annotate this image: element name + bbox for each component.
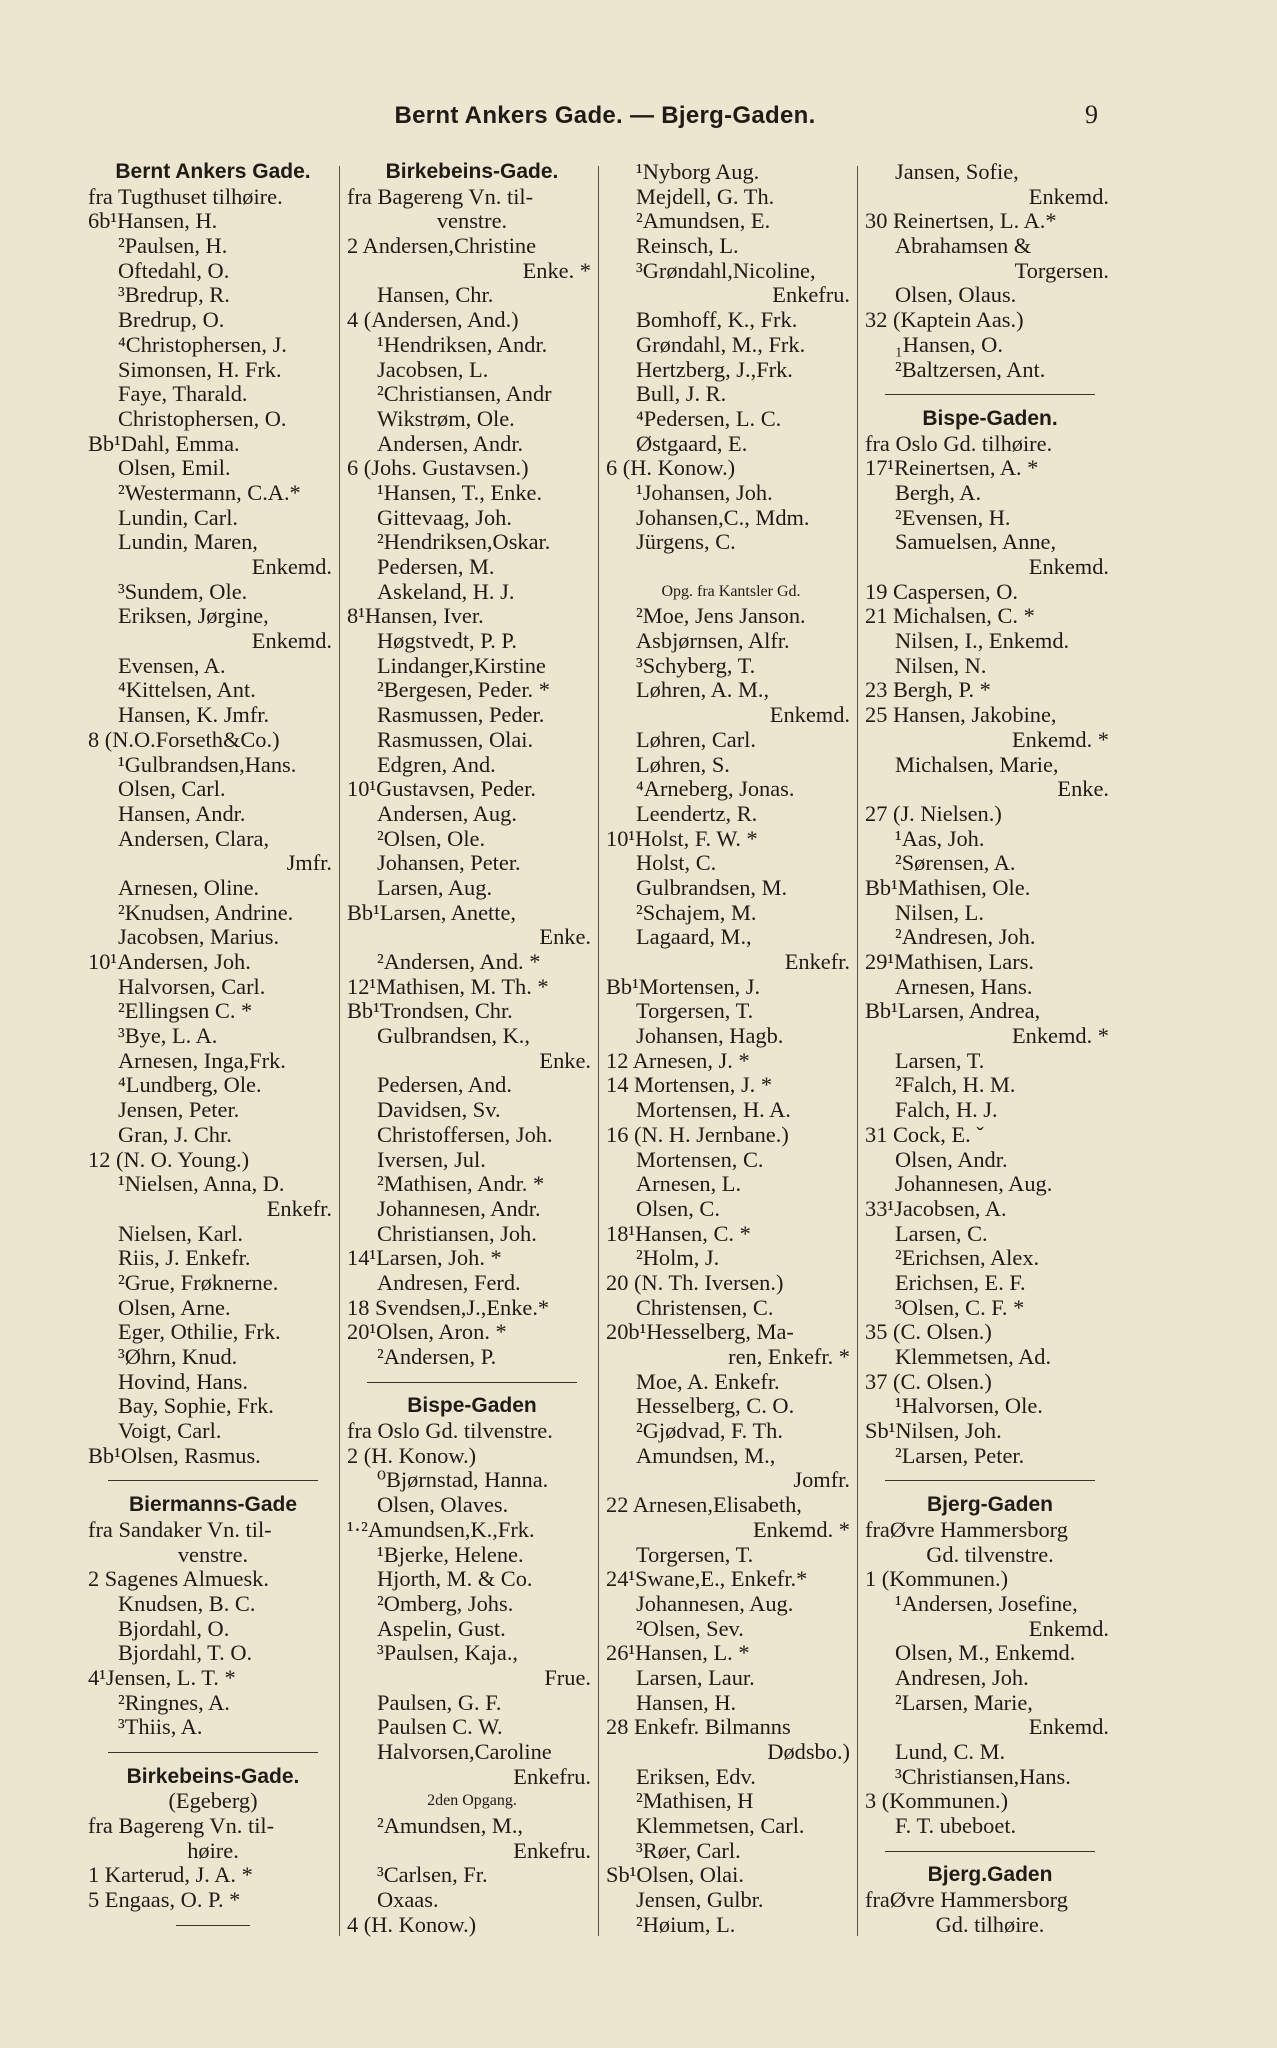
column-3 — [606, 160, 856, 1938]
directory-entry: 6b¹Hansen, H. — [88, 209, 218, 234]
directory-entry: Andersen, Andr. — [377, 431, 524, 456]
directory-entry: Enkefru. — [513, 1838, 591, 1863]
directory-entry: Jomfr. — [793, 1468, 850, 1493]
directory-entry: 20¹Olsen, Aron. * — [347, 1320, 507, 1345]
directory-entry: 21 Michalsen, C. * — [865, 604, 1035, 629]
directory-entry: fra Oslo Gd. tilhøire. — [865, 431, 1053, 456]
directory-entry: 14¹Larsen, Joh. * — [347, 1246, 502, 1271]
directory-entry: Bull, J. R. — [636, 382, 727, 407]
directory-entry: 8¹Hansen, Iver. — [347, 604, 484, 629]
directory-entry: Evensen, A. — [118, 653, 226, 678]
directory-entry: Gulbrandsen, K., — [377, 1024, 530, 1049]
directory-entry: Knudsen, B. C. — [118, 1591, 256, 1616]
directory-entry: fra Bagereng Vn. til- — [347, 184, 534, 209]
directory-entry: Jacobsen, Marius. — [118, 925, 280, 950]
page-title: Bernt Ankers Gade. — Bjerg-Gaden. — [394, 102, 816, 129]
directory-entry: ²Andersen, P. — [377, 1345, 497, 1369]
directory-entry: ¹Nyborg Aug. — [636, 160, 760, 184]
directory-entry: Torgersen. — [1014, 258, 1109, 283]
section-rule — [865, 382, 1115, 407]
directory-entry: fra Oslo Gd. tilvenstre. — [347, 1419, 553, 1444]
directory-entry: 19 Caspersen, O. — [865, 579, 1018, 604]
directory-entry: ³Bye, L. A. — [118, 1024, 218, 1049]
directory-entry: ²Amundsen, M., — [377, 1814, 524, 1839]
directory-entry: 35 (C. Olsen.) — [865, 1320, 992, 1345]
directory-entry: Riis, J. Enkefr. — [118, 1246, 251, 1271]
directory-entry: Arnesen, L. — [636, 1172, 742, 1197]
directory-entry: Høgstvedt, P. P. — [377, 629, 517, 654]
directory-entry: Christoffersen, Joh. — [377, 1122, 553, 1147]
directory-entry: Aspelin, Gust. — [377, 1616, 506, 1641]
directory-entry: ¹Halvorsen, Ole. — [895, 1394, 1043, 1419]
directory-entry: Olsen, Emil. — [118, 456, 231, 481]
directory-entry: ²Andresen, Joh. — [895, 925, 1036, 950]
directory-entry: 6 (Johs. Gustavsen.) — [347, 456, 529, 481]
directory-entry: Andresen, Joh. — [895, 1665, 1029, 1690]
directory-entry: ²Baltzersen, Ant. — [895, 357, 1046, 382]
directory-entry: Olsen, Olaves. — [377, 1493, 509, 1518]
column-4 — [865, 160, 1115, 1938]
directory-entry: Jensen, Gulbr. — [636, 1888, 764, 1913]
directory-entry: Arnesen, Hans. — [895, 974, 1033, 999]
directory-entry: Mejdell, G. Th. — [636, 184, 775, 209]
directory-entry: Frue. — [544, 1665, 591, 1690]
directory-entry: ²Sørensen, A. — [895, 851, 1016, 876]
directory-entry: Olsen, Olaus. — [895, 283, 1017, 308]
directory-entry: fra Tugthuset tilhøire. — [88, 184, 283, 209]
directory-entry: 20b¹Hesselberg, Ma- — [606, 1320, 794, 1345]
street-heading: Bjerg-Gaden — [926, 1493, 1054, 1517]
directory-entry: Hansen, H. — [636, 1690, 737, 1715]
directory-entry: Løhren, S. — [636, 752, 730, 777]
directory-entry: 12 (N. O. Young.) — [88, 1147, 250, 1172]
directory-entry: 32 (Kaptein Aas.) — [865, 308, 1024, 333]
directory-entry: 27 (J. Nielsen.) — [865, 801, 1002, 826]
directory-entry: ¹Nielsen, Anna, D. — [118, 1172, 285, 1197]
directory-entry: ¹Bjerke, Helene. — [377, 1542, 524, 1567]
directory-entry: Rasmussen, Peder. — [377, 703, 545, 728]
directory-entry: Paulsen C. W. — [377, 1715, 503, 1740]
directory-entry: 18¹Hansen, C. * — [606, 1221, 751, 1246]
directory-entry: Enkemd. * — [1011, 727, 1109, 752]
directory-entry: Larsen, C. — [895, 1221, 988, 1246]
directory-entry: Sb¹Nilsen, Joh. — [865, 1419, 1002, 1444]
directory-entry: ₁Hansen, O. — [895, 332, 1003, 357]
directory-entry: Hansen, K. Jmfr. — [118, 703, 270, 728]
directory-entry: Asbjørnsen, Alfr. — [636, 629, 790, 654]
directory-entry: ren, Enkefr. * — [728, 1345, 850, 1369]
directory-entry: Leendertz, R. — [636, 801, 758, 826]
directory-entry: F. T. ubeboet. — [895, 1814, 1017, 1839]
directory-entry: Enke. — [539, 1048, 591, 1073]
directory-entry: Halvorsen, Carl. — [118, 974, 266, 999]
directory-entry: høire. — [187, 1838, 239, 1863]
directory-entry: 4¹Jensen, L. T. * — [88, 1665, 236, 1690]
directory-entry: (Egeberg) — [168, 1789, 258, 1814]
page-header — [0, 96, 1277, 142]
directory-entry: venstre. — [436, 209, 508, 234]
directory-entry: Andersen, Aug. — [377, 801, 517, 826]
directory-entry: ⁴Lundberg, Ole. — [118, 1073, 262, 1098]
directory-entry: Klemmetsen, Ad. — [895, 1345, 1052, 1369]
directory-entry: Olsen, C. — [636, 1196, 720, 1221]
directory-entry: Bb¹Larsen, Andrea, — [865, 999, 1041, 1024]
directory-entry: Voigt, Carl. — [118, 1419, 222, 1444]
directory-entry: ²Andersen, And. * — [377, 950, 541, 974]
directory-entry: 22 Arnesen,Elisabeth, — [606, 1493, 802, 1518]
directory-entry: ²Larsen, Marie, — [895, 1690, 1033, 1715]
directory-entry: Bredrup, O. — [118, 308, 225, 333]
directory-entry: ³Øhrn, Knud. — [118, 1345, 238, 1369]
section-rule — [865, 1468, 1115, 1493]
directory-entry: Gd. tilvenstre. — [926, 1542, 1054, 1567]
directory-entry: ²Amundsen, E. — [636, 209, 771, 234]
directory-entry: 14 Mortensen, J. * — [606, 1073, 773, 1098]
directory-entry: Sb¹Olsen, Olai. — [606, 1863, 744, 1888]
directory-entry: Enkefru. — [772, 283, 850, 308]
directory-entry: Erichsen, E. F. — [895, 1270, 1026, 1295]
directory-entry: Enkemd. — [1028, 1616, 1109, 1641]
directory-entry: Jmfr. — [286, 851, 332, 876]
directory-entry: ²Schajem, M. — [636, 900, 757, 925]
directory-entry: 2 Sagenes Almuesk. — [88, 1567, 269, 1592]
directory-entry: Arnesen, Inga,Frk. — [118, 1048, 286, 1073]
directory-entry: Hansen, Chr. — [377, 283, 494, 308]
directory-entry: 2 (H. Konow.) — [347, 1443, 477, 1468]
directory-entry: Bjordahl, T. O. — [118, 1641, 253, 1666]
directory-entry: Lagaard, M., — [636, 925, 752, 950]
directory-entry: Klemmetsen, Carl. — [636, 1814, 805, 1839]
directory-entry: Eriksen, Jørgine, — [118, 604, 269, 629]
directory-entry: Christophersen, O. — [118, 406, 287, 431]
directory-entry: ¹Hansen, T., Enke. — [377, 480, 543, 505]
directory-entry: 25 Hansen, Jakobine, — [865, 703, 1057, 728]
directory-entry: 20 (N. Th. Iversen.) — [606, 1270, 784, 1295]
directory-entry: Bomhoff, K., Frk. — [636, 308, 798, 333]
directory-entry: Larsen, Aug. — [377, 875, 493, 900]
directory-entry: ²Bergesen, Peder. * — [377, 678, 550, 703]
directory-entry: ²Larsen, Peter. — [895, 1443, 1025, 1468]
directory-entry: Gittevaag, Joh. — [377, 505, 512, 530]
directory-entry: 37 (C. Olsen.) — [865, 1369, 992, 1394]
directory-entry: ⁴Christophersen, J. — [118, 332, 287, 357]
section-rule — [88, 1740, 338, 1765]
directory-entry: 4 (Andersen, And.) — [347, 308, 519, 333]
directory-entry: ²Paulsen, H. — [118, 234, 228, 259]
directory-entry: ¹Aas, Joh. — [895, 826, 985, 851]
directory-entry: Olsen, Carl. — [118, 777, 226, 802]
directory-entry: Pedersen, And. — [377, 1073, 512, 1098]
directory-entry: Halvorsen,Caroline — [377, 1740, 552, 1764]
directory-entry: ³Christiansen,Hans. — [895, 1764, 1071, 1789]
directory-entry: 12¹Mathisen, M. Th. * — [347, 974, 549, 999]
directory-entry: 28 Enkefr. Bilmanns — [606, 1715, 791, 1740]
directory-entry: Wikstrøm, Ole. — [377, 406, 515, 431]
directory-entry: Oftedahl, O. — [118, 258, 230, 283]
directory-entry: fraØvre Hammersborg — [865, 1517, 1068, 1542]
directory-entry: Enke. * — [522, 258, 591, 283]
directory-entry: ³Grøndahl,Nicoline, — [636, 258, 816, 283]
directory-entry: Olsen, Andr. — [895, 1147, 1008, 1172]
directory-entry: Enkemd. — [1028, 1715, 1109, 1740]
directory-entry: 5 Engaas, O. P. * — [88, 1888, 241, 1913]
street-heading: Birkebeins-Gade. — [126, 1764, 300, 1788]
directory-entry: 31 Cock, E. ˇ — [865, 1122, 984, 1147]
directory-entry: Oxaas. — [377, 1888, 439, 1913]
directory-entry: 1 (Kommunen.) — [865, 1567, 1009, 1592]
directory-entry: Bb¹Mathisen, Ole. — [865, 875, 1031, 900]
column-divider — [598, 166, 599, 1936]
directory-entry: Hansen, Andr. — [118, 801, 246, 826]
directory-entry: Reinsch, L. — [636, 234, 739, 259]
directory-entry: Samuelsen, Anne, — [895, 530, 1057, 555]
directory-entry: ²Olsen, Sev. — [636, 1616, 744, 1641]
directory-entry: ²Ellingsen C. * — [118, 999, 253, 1024]
directory-entry: Moe, A. Enkefr. — [636, 1369, 780, 1394]
directory-entry: ⁴Pedersen, L. C. — [636, 406, 782, 431]
directory-entry: Johannesen, Andr. — [377, 1196, 541, 1221]
directory-entry: Larsen, Laur. — [636, 1665, 755, 1690]
directory-entry: Simonsen, H. Frk. — [118, 357, 282, 382]
directory-entry: 2den Opgang. — [427, 1792, 517, 1810]
directory-entry: Hesselberg, C. O. — [636, 1394, 795, 1419]
column-divider — [339, 166, 340, 1936]
directory-entry: Holst, C. — [636, 851, 717, 876]
directory-entry: Christensen, C. — [636, 1295, 774, 1320]
directory-entry: Enkemd. — [251, 629, 332, 654]
directory-entry: Nilsen, L. — [895, 900, 984, 925]
street-heading: Biermanns-Gade — [128, 1493, 298, 1517]
directory-entry: Eger, Othilie, Frk. — [118, 1320, 281, 1345]
directory-entry: Bay, Sophie, Frk. — [118, 1394, 274, 1419]
directory-entry: Jensen, Peter. — [118, 1098, 240, 1123]
directory-entry: Bjordahl, O. — [118, 1616, 230, 1641]
directory-entry: Rasmussen, Olai. — [377, 727, 534, 752]
column-divider — [857, 166, 858, 1936]
directory-entry: ²Knudsen, Andrine. — [118, 900, 294, 925]
directory-entry: ²Grue, Frøknerne. — [118, 1270, 279, 1295]
directory-entry: Olsen, Arne. — [118, 1295, 231, 1320]
directory-entry: Jürgens, C. — [636, 530, 736, 555]
directory-entry: Larsen, T. — [895, 1048, 985, 1073]
directory-entry: Gran, J. Chr. — [118, 1122, 232, 1147]
directory-entry: 10¹Gustavsen, Peder. — [347, 777, 536, 802]
directory-entry: Johannesen, Aug. — [636, 1591, 794, 1616]
directory-entry: 2 Andersen,Christine — [347, 234, 537, 259]
directory-entry: 30 Reinertsen, L. A.* — [865, 209, 1057, 234]
directory-entry: Bb¹Trondsen, Chr. — [347, 999, 513, 1024]
directory-entry: Enkemd. * — [1011, 1024, 1109, 1049]
directory-entry: Bb¹Dahl, Emma. — [88, 431, 240, 456]
directory-entry: Enkemd. — [1028, 555, 1109, 579]
directory-entry: ²Falch, H. M. — [895, 1073, 1016, 1098]
directory-entry: ³Røer, Carl. — [636, 1838, 741, 1863]
directory-entry: ²Ringnes, A. — [118, 1690, 230, 1715]
directory-entry: Hovind, Hans. — [118, 1369, 248, 1394]
directory-entry: ²Holm, J. — [636, 1246, 720, 1271]
directory-entry: ²Mathisen, Andr. * — [377, 1172, 545, 1197]
directory-entry: ²Mathisen, H — [636, 1789, 754, 1814]
street-heading: Birkebeins-Gade. — [385, 160, 559, 183]
directory-entry: fra Sandaker Vn. til- — [88, 1517, 272, 1542]
directory-entry: Faye, Tharald. — [118, 382, 248, 407]
column-2 — [347, 160, 597, 1938]
directory-entry: Østgaard, E. — [636, 431, 748, 456]
directory-entry: Michalsen, Marie, — [895, 752, 1059, 777]
directory-entry: 8 (N.O.Forseth&Co.) — [88, 727, 280, 752]
directory-entry: Christiansen, Joh. — [377, 1221, 537, 1246]
directory-entry: Johannesen, Aug. — [895, 1172, 1053, 1197]
directory-entry: Enkemd. * — [752, 1517, 850, 1542]
directory-entry: Bergh, A. — [895, 480, 982, 505]
directory-entry: Jacobsen, L. — [377, 357, 489, 382]
street-heading: Bjerg.Gaden — [927, 1863, 1053, 1887]
directory-entry: ³Olsen, C. F. * — [895, 1295, 1025, 1320]
directory-entry: Andersen, Clara, — [118, 826, 270, 851]
directory-entry: 29¹Mathisen, Lars. — [865, 950, 1035, 974]
street-heading: Bispe-Gaden — [407, 1394, 537, 1418]
directory-entry: ¹Gulbrandsen,Hans. — [118, 752, 297, 777]
directory-entry: Gulbrandsen, M. — [636, 875, 788, 900]
directory-entry: ²Olsen, Ole. — [377, 826, 486, 851]
directory-entry: ²Erichsen, Alex. — [895, 1246, 1040, 1271]
directory-entry: 16 (N. H. Jernbane.) — [606, 1122, 789, 1147]
directory-entry: Hjorth, M. & Co. — [377, 1567, 533, 1592]
section-rule — [865, 1839, 1115, 1864]
directory-entry: 17¹Reinertsen, A. * — [865, 456, 1039, 481]
directory-entry: Jansen, Sofie, — [895, 160, 1019, 184]
directory-entry: Lund, C. M. — [895, 1740, 1006, 1764]
directory-entry: Andresen, Ferd. — [377, 1270, 521, 1295]
directory-entry: Paulsen, G. F. — [377, 1690, 502, 1715]
directory-entry: 1 Karterud, J. A. * — [88, 1863, 253, 1888]
directory-entry: 24¹Swane,E., Enkefr.* — [606, 1567, 808, 1592]
directory-entry: Nilsen, N. — [895, 653, 987, 678]
directory-entry: 33¹Jacobsen, A. — [865, 1196, 1007, 1221]
directory-entry: Opg. fra Kantsler Gd. — [661, 582, 801, 600]
directory-entry: 6 (H. Konow.) — [606, 456, 736, 481]
directory-entry: Torgersen, T. — [636, 1542, 754, 1567]
directory-entry: ²Høium, L. — [636, 1912, 736, 1937]
directory-entry: Hertzberg, J.,Frk. — [636, 357, 793, 382]
directory-entry: Iversen, Jul. — [377, 1147, 486, 1172]
directory-entry: Løhren, A. M., — [636, 678, 770, 703]
directory-entry: Falch, H. J. — [895, 1098, 998, 1123]
directory-entry: ²Moe, Jens Janson. — [636, 604, 806, 629]
directory-entry: Lundin, Maren, — [118, 530, 258, 555]
directory-entry: Bb¹Larsen, Anette, — [347, 900, 517, 925]
directory-entry: ³Schyberg, T. — [636, 653, 756, 678]
directory-entry: ⁰Bjørnstad, Hanna. — [377, 1468, 549, 1493]
directory-entry: ¹Hendriksen, Andr. — [377, 332, 548, 357]
directory-entry: ¹Johansen, Joh. — [636, 480, 773, 505]
directory-entry: ⁴Kittelsen, Ant. — [118, 678, 256, 703]
directory-entry: 18 Svendsen,J.,Enke.* — [347, 1295, 550, 1320]
directory-entry: Mortensen, H. A. — [636, 1098, 791, 1123]
section-rule — [88, 1468, 338, 1493]
directory-entry: Arnesen, Oline. — [118, 875, 260, 900]
directory-entry: Johansen, Hagb. — [636, 1024, 784, 1049]
directory-entry: Dødsbo.) — [767, 1740, 850, 1764]
directory-entry: 12 Arnesen, J. * — [606, 1048, 750, 1073]
directory-entry: Olsen, M., Enkemd. — [895, 1641, 1076, 1666]
directory-entry: ²Gjødvad, F. Th. — [636, 1419, 783, 1444]
page-number: 9 — [1085, 100, 1098, 129]
directory-entry: ¹Andersen, Josefine, — [895, 1591, 1078, 1616]
directory-entry: Bb¹Olsen, Rasmus. — [88, 1443, 261, 1468]
directory-entry: ³Thiis, A. — [118, 1715, 203, 1740]
directory-entry: Mortensen, C. — [636, 1147, 764, 1172]
directory-entry: 10¹Andersen, Joh. — [88, 950, 251, 974]
directory-entry: Løhren, Carl. — [636, 727, 756, 752]
directory-entry: ⁴Arneberg, Jonas. — [636, 777, 795, 802]
directory-entry: 23 Bergh, P. * — [865, 678, 991, 703]
directory-entry: Johansen,C., Mdm. — [636, 505, 810, 530]
directory-entry: Grøndahl, M., Frk. — [636, 332, 806, 357]
section-rule — [88, 1913, 338, 1938]
directory-entry: ³Sundem, Ole. — [118, 579, 248, 604]
street-heading: Bispe-Gaden. — [922, 406, 1058, 430]
directory-entry: ²Evensen, H. — [895, 505, 1011, 530]
directory-entry: ²Westermann, C.A.* — [118, 480, 301, 505]
directory-entry — [606, 555, 856, 580]
street-heading: Bernt Ankers Gade. — [115, 160, 311, 183]
directory-entry: Nielsen, Karl. — [118, 1221, 243, 1246]
directory-entry: ³Carlsen, Fr. — [377, 1863, 488, 1888]
directory-entry: Enkefr. — [784, 950, 850, 974]
directory-entry: ²Omberg, Johs. — [377, 1591, 514, 1616]
directory-entry: Johansen, Peter. — [377, 851, 521, 876]
directory-entry: ¹·²Amundsen,K.,Frk. — [347, 1517, 535, 1542]
directory-entry: Enkefru. — [513, 1764, 591, 1789]
directory-entry: Enkemd. — [769, 703, 850, 728]
directory-entry: Enkefr. — [266, 1196, 332, 1221]
directory-entry: 3 (Kommunen.) — [865, 1789, 1009, 1814]
directory-entry: fraØvre Hammersborg — [865, 1888, 1068, 1913]
directory-entry: Lundin, Carl. — [118, 505, 239, 530]
directory-entry: ²Christiansen, Andr — [377, 382, 552, 407]
directory-entry: ³Bredrup, R. — [118, 283, 230, 308]
directory-entry: 4 (H. Konow.) — [347, 1912, 477, 1937]
directory-entry: Enke. — [1057, 777, 1109, 802]
directory-entry: Askeland, H. J. — [377, 579, 515, 604]
directory-entry: Bb¹Mortensen, J. — [606, 974, 761, 999]
directory-entry: Abrahamsen & — [895, 234, 1032, 259]
directory-entry: Amundsen, M., — [636, 1443, 776, 1468]
directory-entry: 10¹Holst, F. W. * — [606, 826, 758, 851]
directory-entry: Enkemd. — [1028, 184, 1109, 209]
directory-entry: Enke. — [539, 925, 591, 950]
directory-entry: Nilsen, I., Enkemd. — [895, 629, 1070, 654]
directory-entry: Torgersen, T. — [636, 999, 754, 1024]
directory-entry: fra Bagereng Vn. til- — [88, 1814, 275, 1839]
directory-entry: Edgren, And. — [377, 752, 496, 777]
directory-entry: Lindanger,Kirstine — [377, 653, 546, 678]
directory-entry: Gd. tilhøire. — [935, 1912, 1045, 1937]
directory-entry: ²Hendriksen,Oskar. — [377, 530, 551, 555]
directory-entry: Enkemd. — [251, 555, 332, 579]
directory-entry: venstre. — [177, 1542, 249, 1567]
directory-entry: Pedersen, M. — [377, 555, 495, 579]
column-1 — [88, 160, 338, 1938]
section-rule — [347, 1370, 597, 1395]
directory-entry: 26¹Hansen, L. * — [606, 1641, 750, 1666]
directory-entry: ³Paulsen, Kaja., — [377, 1641, 519, 1666]
directory-entry: Davidsen, Sv. — [377, 1098, 501, 1123]
directory-entry: Eriksen, Edv. — [636, 1764, 756, 1789]
